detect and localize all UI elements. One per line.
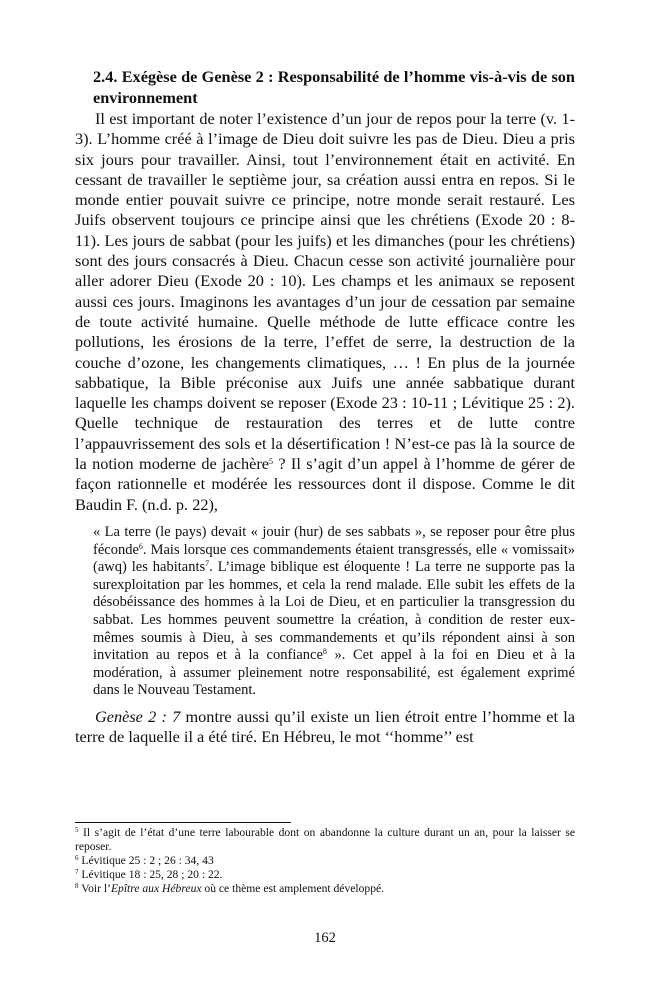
footnote-7: $^7$ Lévitique 18 : 25, 28 ; 20 : 22. [75,868,223,881]
footnote-ref-7[interactable]: 7 [205,559,210,569]
footnote-separator [75,822,291,823]
paragraph-text: Il est important de noter l’existence d’un jour de repos pour la terre (v. 1-3). L’homme créé à l’image de Dieu doit suivre les pas de Dieu. Dieu a pris six jours pour travailler. Ainsi, tout l’environnement était en activité. En cessant de travailler le septième jour, sa création aussi entra en repos. Si le monde entier pouvait suivre ce principe, notre monde serait restauré. Les Juifs observent toujours ce principe ainsi que les chrétiens (Exode 20 : 8-11). Les jours de sabbat (pour les juifs) et les dimanches (pour les chrétiens) sont des jours consacrés à Dieu. Chacun cesse son activité journalière pour aller adorer Dieu (Exode 20 : 10). Les champs et les animaux se reposent aussi ces jours. Imaginons les avantages d’un jour de cessation par semaine de toute activité humaine. Quelle méthode de lutte efficace contre les pollutions, les érosions de la terre, l’effet de serre, la destruction de la couche d’ozone, les changements climatiques, … ! En plus de la journée sabbatique, la Bible préconise aux Juifs une année sabbatique durant laquelle les champs doivent se reposer (Exode 23 : 10-11 ; Lévitique 25 : 2). Quelle technique de restauration des terres et de lutte contre l’appauvrissement des sols et la désertification ! N’est-ce pas là la source de la notion moderne de jachère [75,109,575,474]
block-quote: « La terre (le pays) devait « jouir (hur) de ses sabbats », se reposer pour être plus féconde$^6$. Mais lorsque ces commandements étaient transgressés, elle « vomissait» (awq) les habitants$^7$. L’image biblique est éloquente ! La terre ne supporte pas la surexploitation par les hommes, et cela la rend malade. Elle subit les effets de la désobéissance des hommes à la Loi de Dieu, et en particulier la transgression du sabbat. Les hommes peuvent soumettre la création, à condition de rester eux-mêmes soumis à Dieu, à ses commandements et qu’ils répondent ainsi à son invitation au repos et à la confiance$^8$ ». Cet appel à la foi en Dieu et à la modération, à assumer pleinement notre responsabilité, est également exprimé dans le Nouveau Testament. [93,523,576,699]
body-paragraph: Genèse 2 : 7 montre aussi qu’il existe un lien étroit entre l’homme et la terre de laquelle il a été tiré. En Hébreu, le mot ‘‘homme’’ est [75,706,575,747]
paragraph-text: ? Il s’agit d’un appel à l’homme de gérer de façon rationnelle et modérée les ressources dont il dispose. Comme le dit Baudin F. (n.d. p. 22), [75,454,576,514]
footnote-5: $^5$ Il s’agit de l’état d’une terre labourable dont on abandonne la culture durant un an, pour la laisser se reposer. [75,826,575,853]
footnotes [75,826,575,896]
section-heading: 2.4. Exégèse de Genèse 2 : Responsabilité de l’homme vis-à-vis de son environnement [93,67,575,107]
page-number: 162 [314,930,336,946]
footnote-ref-6[interactable]: 6 [138,541,143,551]
page-content [75,66,575,747]
footnote-6: $^6$ Lévitique 25 : 2 ; 26 : 34, 43 [75,854,214,867]
footnote-ref-8[interactable]: 8 [322,647,327,657]
scripture-reference: Genèse 2 : 7 [95,706,181,726]
body-paragraph [75,109,575,515]
footnote-8: $^8$ Voir l’Epître aux Hébreux où ce thème est amplement développé. [75,882,385,895]
footnote-ref-5[interactable]: 5 [269,457,274,467]
